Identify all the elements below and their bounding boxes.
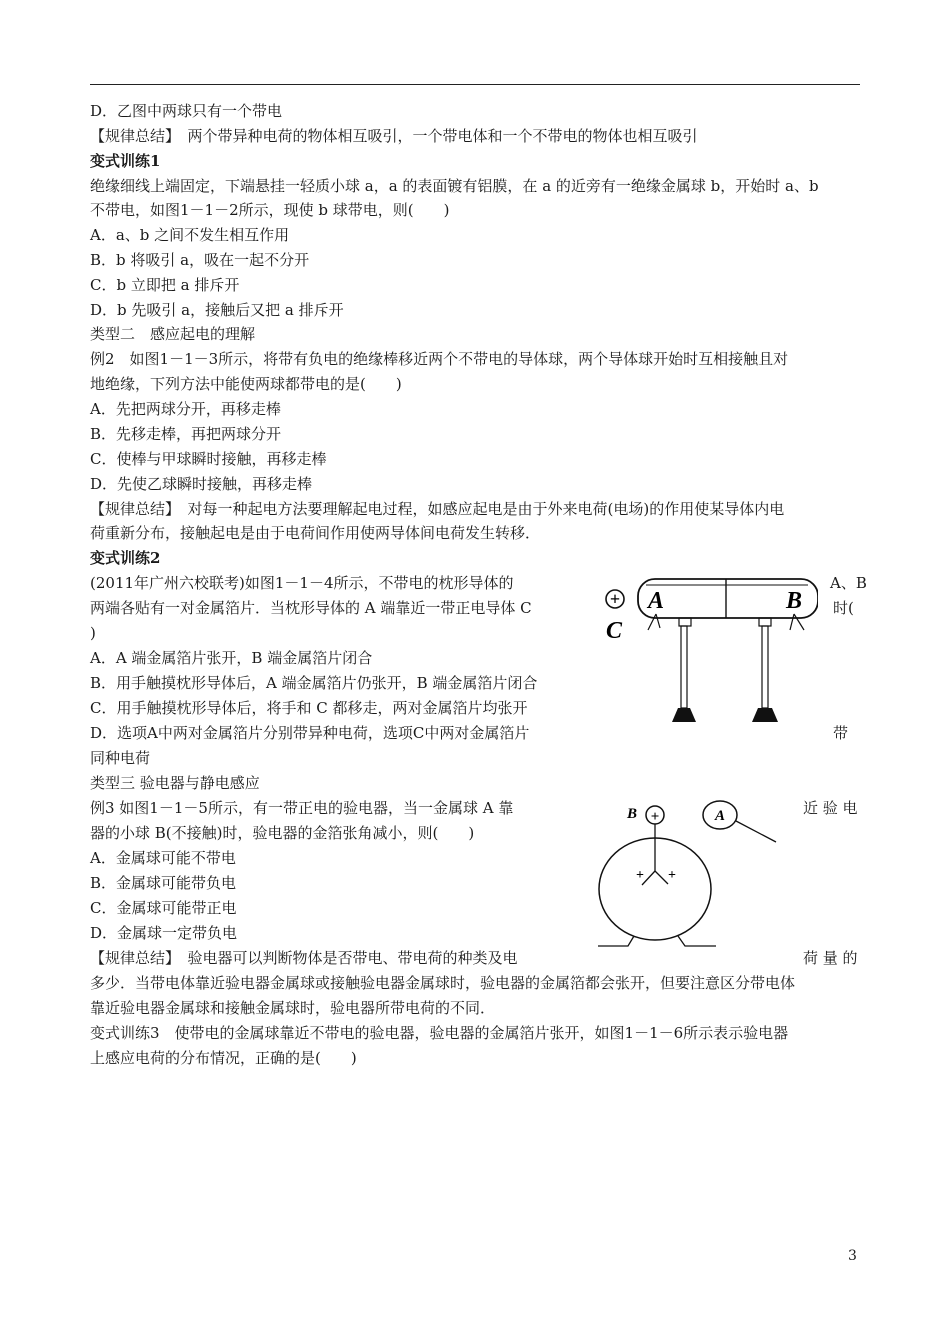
stand-pole-right (762, 626, 768, 708)
text-line: 例3 如图1－1－5所示，有一带正电的验电器，当一金属球 A 靠 (90, 799, 514, 817)
option-line: C．b 立即把 a 排斥开 (90, 276, 240, 294)
foil-plus-left: + (636, 868, 644, 883)
page-number: 3 (848, 1248, 857, 1264)
stand-cap-right (759, 618, 771, 626)
header-rule (90, 84, 860, 85)
text-line: (2011年广州六校联考)如图1－1－4所示，不带电的枕形导体的 (90, 574, 514, 592)
option-line: D．先使乙球瞬时接触，再移走棒 (90, 475, 313, 493)
wrap-fragment: 近 验 电 (803, 799, 858, 817)
pillow-conductor-figure (598, 570, 818, 730)
section-heading: 变式训练2 (90, 549, 161, 567)
option-line: A．金属球可能不带电 (90, 849, 236, 867)
section-heading: 变式训练1 (90, 152, 161, 170)
option-line: D．金属球一定带负电 (90, 924, 238, 942)
text-line: 【规律总结】 两个带异种电荷的物体相互吸引，一个带电体和一个不带电的物体也相互吸引 (90, 127, 698, 145)
wrap-fragment: 带 (833, 724, 849, 742)
option-line: A．a、b 之间不发生相互作用 (90, 226, 290, 244)
plus-sign: + (609, 589, 621, 609)
section-heading: 类型三 验电器与静电感应 (90, 774, 260, 792)
label-A: A (648, 588, 665, 614)
text-line: 不带电，如图1－1－2所示，现使 b 球带电，则( ) (90, 201, 450, 219)
option-line: D．b 先吸引 a，接触后又把 a 排斥开 (90, 301, 344, 319)
foil-b (790, 614, 804, 630)
text-line: 多少．当带电体靠近验电器金属球或接触验电器金属球时，验电器的金属箔都会张开，但要注意区分带电体 (90, 974, 796, 992)
electroscope-figure (592, 800, 792, 952)
metal-ball-handle (736, 821, 776, 842)
text-line: D．乙图中两球只有一个带电 (90, 102, 283, 120)
text-line: 靠近验电器金属球和接触金属球时，验电器所带电荷的不同． (90, 999, 496, 1017)
text-line: 绝缘细线上端固定，下端悬挂一轻质小球 a，a 的表面镀有铝膜，在 a 的近旁有一绝缘金属球 b，开始时 a、b (90, 177, 819, 195)
option-line: A．先把两球分开，再移走棒 (90, 400, 281, 418)
stand-base-left (672, 708, 696, 722)
text-line: 地绝缘，下列方法中能使两球都带电的是( ) (90, 375, 402, 393)
text-line: 上感应电荷的分布情况，正确的是( ) (90, 1049, 357, 1067)
text-line: 器的小球 B(不接触)时，验电器的金箔张角减小，则( ) (90, 824, 475, 842)
option-line: B．b 将吸引 a，吸在一起不分开 (90, 251, 310, 269)
electroscope-foils (642, 871, 668, 885)
option-line: C．使棒与甲球瞬时接触，再移走棒 (90, 450, 327, 468)
label-B: B (786, 588, 803, 614)
option-line: A．A 端金属箔片张开，B 端金属箔片闭合 (90, 649, 373, 667)
text-line: 同种电荷 (90, 749, 151, 767)
section-heading: 类型二 感应起电的理解 (90, 325, 256, 343)
wrap-fragment: 荷 量 的 (803, 949, 858, 967)
text-line: 例2 如图1－1－3所示，将带有负电的绝缘棒移近两个不带电的导体球，两个导体球开始时互相接触且对 (90, 350, 789, 368)
text-line: 两端各贴有一对金属箔片．当枕形导体的 A 端靠近一带正电导体 C (90, 599, 532, 617)
ball-plus-sign: + (650, 809, 660, 825)
stand-base-right (752, 708, 778, 722)
option-line: B．先移走棒，再把两球分开 (90, 425, 282, 443)
stand-pole-left (681, 626, 687, 708)
stand-cap-left (679, 618, 691, 626)
label-A: A (714, 808, 726, 824)
option-line: C．金属球可能带正电 (90, 899, 237, 917)
option-line: C．用手触摸枕形导体后，将手和 C 都移走，两对金属箔片均张开 (90, 699, 528, 717)
text-line: ) (90, 624, 96, 642)
text-line: 变式训练3 使带电的金属球靠近不带电的验电器，验电器的金属箔片张开，如图1－1－6所示表示验电器 (90, 1024, 789, 1042)
text-line: 荷重新分布，接触起电是由于电荷间作用使两导体间电荷发生转移． (90, 524, 541, 542)
text-line: 【规律总结】 对每一种起电方法要理解起电过程，如感应起电是由于外来电荷(电场)的作用使某导体内电 (90, 500, 785, 518)
foil-plus-right: + (668, 868, 676, 883)
option-line: B．金属球可能带负电 (90, 874, 237, 892)
wrap-fragment: A、B (830, 574, 867, 592)
label-B: B (627, 806, 638, 822)
option-line: B．用手触摸枕形导体后，A 端金属箔片仍张开，B 端金属箔片闭合 (90, 674, 538, 692)
electroscope-leg-right (678, 936, 716, 946)
label-C: C (606, 618, 623, 644)
electroscope-leg-left (598, 936, 634, 946)
wrap-fragment: 时( (833, 599, 854, 617)
option-line: D．选项A中两对金属箔片分别带异种电荷，选项C中两对金属箔片 (90, 724, 530, 742)
text-line: 【规律总结】 验电器可以判断物体是否带电、带电荷的种类及电 (90, 949, 518, 967)
